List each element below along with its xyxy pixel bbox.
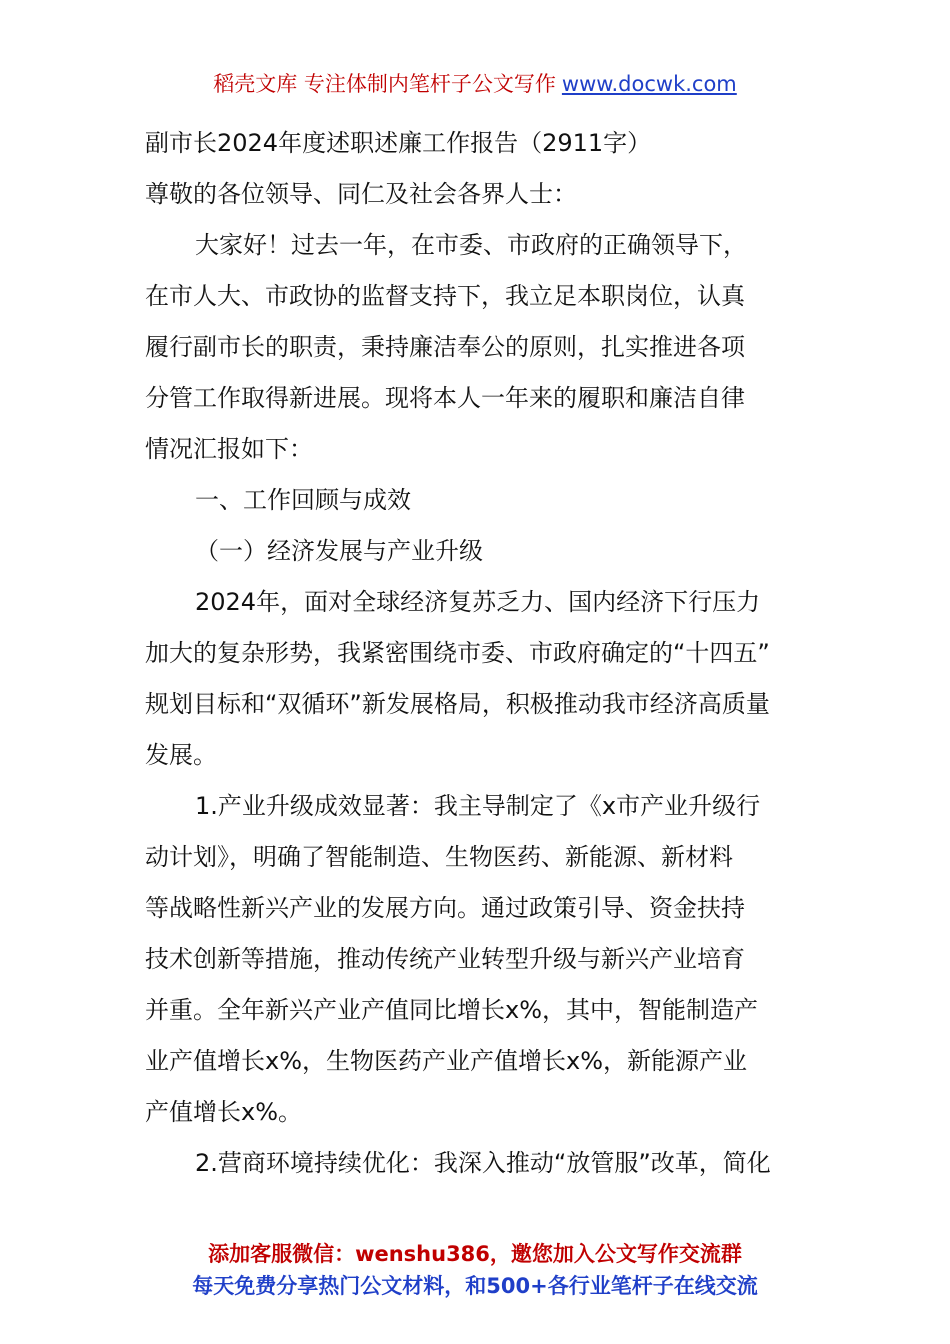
- watermark-footer: [0, 1238, 950, 1302]
- paragraph-line: 1.产业升级成效显著：我主导制定了《x市产业升级行: [195, 792, 761, 820]
- paragraph-line: 发展。: [145, 741, 217, 769]
- header-url-link[interactable]: www.docwk.com: [561, 72, 737, 96]
- paragraph-line: 情况汇报如下：: [145, 435, 313, 463]
- header-brand: 稻壳文库 专注体制内笔杆子公文写作: [213, 72, 556, 96]
- paragraph-line: 履行副市长的职责，秉持廉洁奉公的原则，扎实推进各项: [145, 333, 745, 361]
- paragraph-line: 动计划》，明确了智能制造、生物医药、新能源、新材料: [145, 843, 733, 871]
- paragraph-line: 并重。全年新兴产业产值同比增长x%，其中，智能制造产: [145, 996, 759, 1024]
- paragraph-line: 2024年，面对全球经济复苏乏力、国内经济下行压力: [195, 588, 761, 616]
- document-title: 副市长2024年度述职述廉工作报告（2911字）: [145, 129, 652, 157]
- paragraph-line: 在市人大、市政协的监督支持下，我立足本职岗位，认真: [145, 282, 745, 310]
- paragraph-line: 2.营商环境持续优化：我深入推动“放管服”改革，简化: [195, 1149, 771, 1177]
- paragraph-line: 产值增长x%。: [145, 1098, 303, 1126]
- paragraph-line: 等战略性新兴产业的发展方向。通过政策引导、资金扶持: [145, 894, 745, 922]
- paragraph-line: 规划目标和“双循环”新发展格局，积极推动我市经济高质量: [145, 690, 770, 718]
- paragraph-line: 大家好！过去一年，在市委、市政府的正确领导下，: [195, 231, 747, 259]
- paragraph-line: 加大的复杂形势，我紧密围绕市委、市政府确定的“十四五”: [145, 639, 770, 667]
- footer-contact-line: 添加客服微信：wenshu386，邀您加入公文写作交流群: [208, 1242, 742, 1266]
- paragraph-line: 分管工作取得新进展。现将本人一年来的履职和廉洁自律: [145, 384, 745, 412]
- paragraph-line: 技术创新等措施，推动传统产业转型升级与新兴产业培育: [145, 945, 745, 973]
- paragraph-line: 业产值增长x%，生物医药产业产值增长x%，新能源产业: [145, 1047, 748, 1075]
- salutation: 尊敬的各位领导、同仁及社会各界人士：: [145, 180, 577, 208]
- watermark-header: [0, 68, 950, 100]
- subsection-heading: （一）经济发展与产业升级: [195, 537, 483, 565]
- footer-promo-line: 每天免费分享热门公文材料，和500+各行业笔杆子在线交流: [192, 1274, 758, 1298]
- section-heading: 一、工作回顾与成效: [195, 486, 411, 514]
- document-body: [145, 118, 810, 1189]
